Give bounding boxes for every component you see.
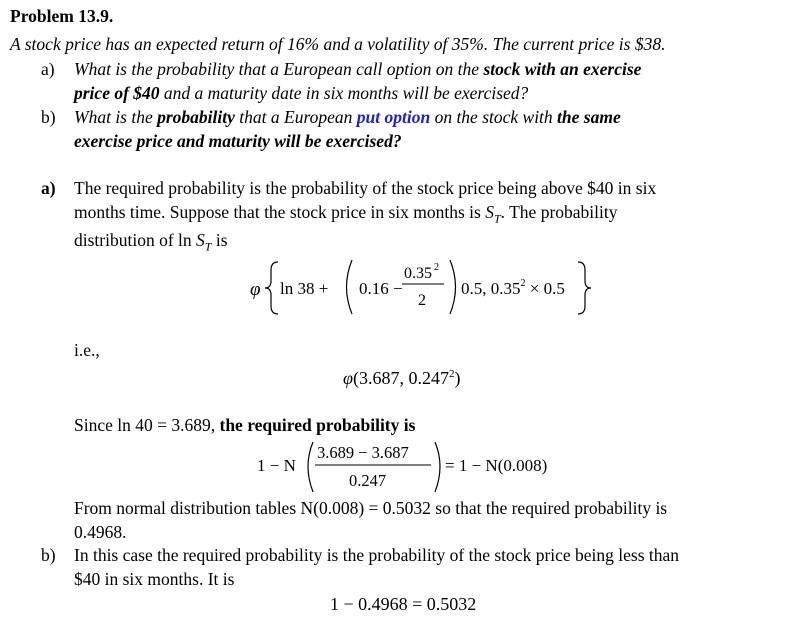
answer-b-marker: b) — [41, 545, 56, 565]
answer-b-line1: In this case the required probability is the probability of the stock price being less than — [74, 545, 680, 565]
formula2-denominator: 0.247 — [349, 471, 387, 490]
ie-label: i.e., — [74, 340, 100, 360]
left-brace — [265, 262, 278, 314]
right-brace — [578, 262, 591, 314]
question-a-marker: a) — [41, 59, 55, 79]
normal-table-line1: From normal distribution tables N(0.008) = 0.5032 so that the required probability is — [74, 498, 668, 518]
problem-intro: A stock price has an expected return of 16% and a volatility of 35%. The current price is $38. — [10, 34, 666, 54]
mu-term: 0.16 − — [359, 279, 403, 298]
question-b-line2: exercise price and maturity will be exercised? — [74, 131, 402, 151]
distribution-formula — [228, 250, 608, 326]
normal-table-line2: 0.4968. — [74, 522, 127, 542]
probability-formula — [255, 436, 575, 496]
question-a-line1: What is the probability that a European call option on the stock with an exercise — [74, 59, 642, 79]
answer-b-line2: $40 in six months. It is — [74, 569, 235, 589]
formula2-lead: 1 − N — [257, 456, 296, 475]
fraction-denominator: 2 — [418, 292, 426, 309]
problem-title: Problem 13.9. — [10, 6, 114, 26]
variance-term: 0.5, $0.35^2 \times 0.5$ — [461, 278, 565, 298]
fraction-numerator: 0.35 — [404, 265, 432, 282]
formula2-numerator: 3.689 − 3.687 — [317, 443, 409, 462]
formula2-tail: = 1 − N(0.008) — [445, 456, 548, 475]
right-paren — [450, 260, 456, 314]
formula2-left-paren — [308, 442, 313, 492]
ln-term: ln 38 + — [280, 279, 329, 298]
phi-symbol: φ — [250, 279, 261, 300]
since-line: Since ln 40 = 3.689, the required probability is — [74, 415, 416, 435]
distribution-simplified: φ(3.687, 0.247$^2$) — [343, 368, 461, 388]
answer-a-line1: The required probability is the probability of the stock price being above $40 in six — [74, 178, 657, 198]
answer-a-marker: a) — [41, 178, 56, 198]
put-option-highlight: put option — [356, 107, 431, 127]
final-result: 1 − 0.4968 = 0.5032 — [330, 594, 477, 614]
question-a-line2: price of $40 and a maturity date in six months will be exercised? — [74, 83, 529, 103]
left-paren — [347, 260, 353, 314]
answer-a-line3: distribution of $\ln S_T$ is — [74, 230, 228, 254]
question-b-line1: What is the probability that a European put option on the stock with the same — [74, 107, 621, 127]
formula2-right-paren — [435, 442, 440, 492]
numerator-exponent: 2 — [434, 262, 439, 273]
question-b-marker: b) — [41, 107, 56, 127]
answer-a-line2: months time. Suppose that the stock price in six months is $S_T$. The probability — [74, 202, 618, 226]
